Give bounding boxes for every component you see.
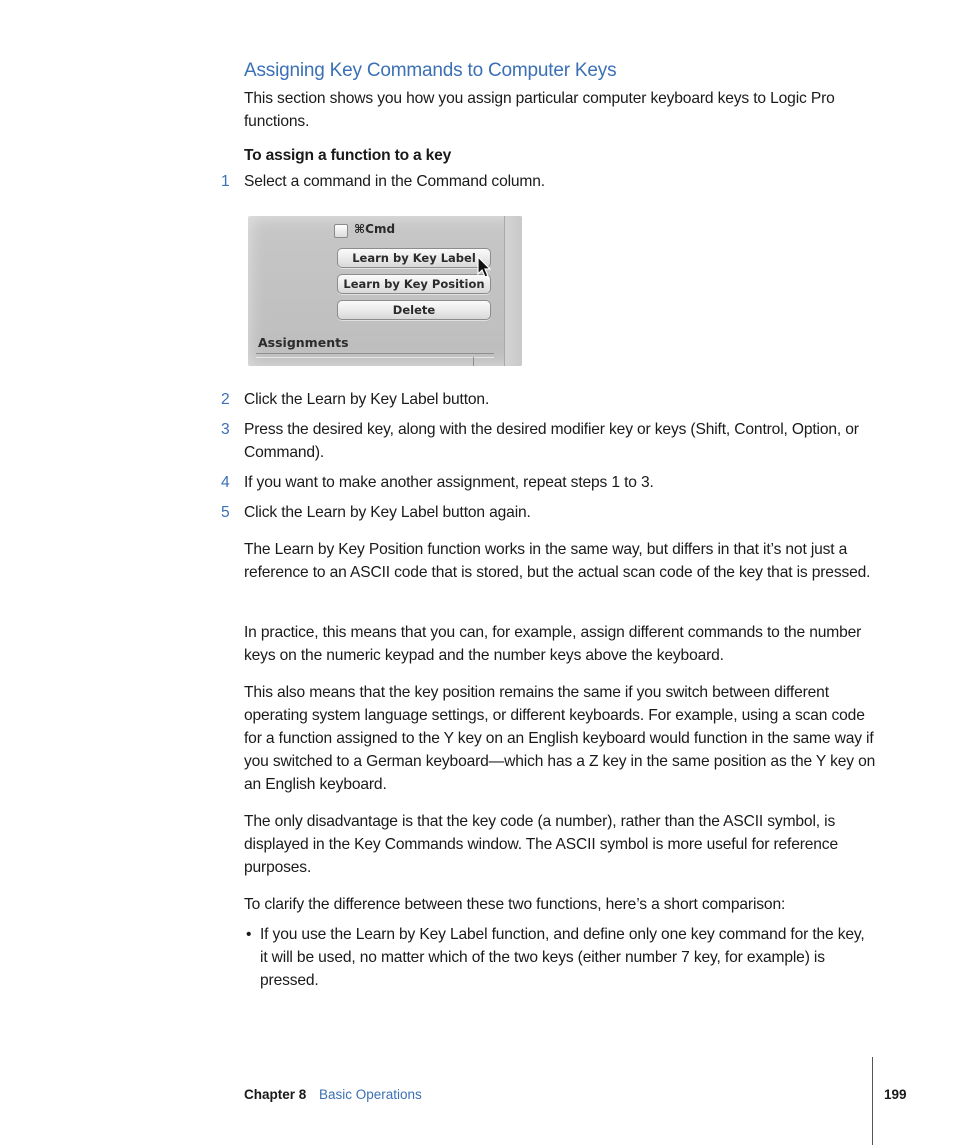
cmd-checkbox-label: ⌘Cmd — [354, 222, 396, 236]
assignments-label: Assignments — [258, 335, 349, 350]
bullet-marker: • — [246, 926, 252, 943]
key-commands-screenshot — [248, 216, 522, 366]
mouse-pointer-icon — [477, 256, 493, 280]
section-title: Assigning Key Commands to Computer Keys — [244, 60, 617, 81]
body-paragraph: To clarify the difference between these two functions, here’s a short comparison: — [244, 896, 786, 913]
body-paragraph: This also means that the key position remains the same if you switch between different operating system language settings, or different keyboards. For example, using a scan code for a function assigned to the Y key on an English keyboard would function in the same way if you switched to a German keyboard—which has a Z key in the same position as the Y key on an English keyboard. — [244, 684, 876, 793]
learn-by-key-position-button[interactable]: Learn by Key Position — [337, 274, 491, 294]
body-paragraph: The only disadvantage is that the key code (a number), rather than the ASCII symbol, is displayed in the Key Commands window. The ASCII symbol is more useful for reference purposes. — [244, 813, 838, 876]
bullet-item: If you use the Learn by Key Label function, and define only one key command for the key, it will be used, no matter which of the two keys (either number 7 key, for example) is pressed. — [260, 926, 865, 989]
step-number: 4 — [221, 474, 230, 491]
step-text: Press the desired key, along with the desired modifier key or keys (Shift, Control, Option, or Command). — [244, 421, 859, 461]
learn-by-key-label-button[interactable]: Learn by Key Label — [337, 248, 491, 268]
intro-paragraph: This section shows you how you assign particular computer keyboard keys to Logic Pro functions. — [244, 90, 835, 130]
body-paragraph: The Learn by Key Position function works in the same way, but differs in that it’s not just a reference to an ASCII code that is stored, but the actual scan code of the key that is pressed. — [244, 541, 871, 581]
divider — [256, 357, 494, 358]
delete-button[interactable]: Delete — [337, 300, 491, 320]
step-number: 1 — [221, 173, 230, 190]
footer-chapter: Chapter 8 — [244, 1087, 307, 1102]
divider — [256, 353, 494, 354]
window-edge — [504, 216, 522, 366]
step-number: 2 — [221, 391, 230, 408]
step-text: Select a command in the Command column. — [244, 173, 545, 190]
footer-section-link[interactable]: Basic Operations — [319, 1087, 422, 1102]
body-paragraph: In practice, this means that you can, for example, assign different commands to the number keys on the numeric keypad and the number keys above the keyboard. — [244, 624, 862, 664]
step-text: Click the Learn by Key Label button again. — [244, 504, 531, 521]
task-title: To assign a function to a key — [244, 147, 452, 164]
footer-divider — [872, 1057, 873, 1145]
page-number: 199 — [884, 1087, 907, 1102]
column-divider — [473, 357, 474, 366]
step-number: 5 — [221, 504, 230, 521]
step-number: 3 — [221, 421, 230, 438]
step-text: If you want to make another assignment, repeat steps 1 to 3. — [244, 474, 654, 491]
step-text: Click the Learn by Key Label button. — [244, 391, 490, 408]
cmd-checkbox[interactable] — [334, 224, 348, 238]
